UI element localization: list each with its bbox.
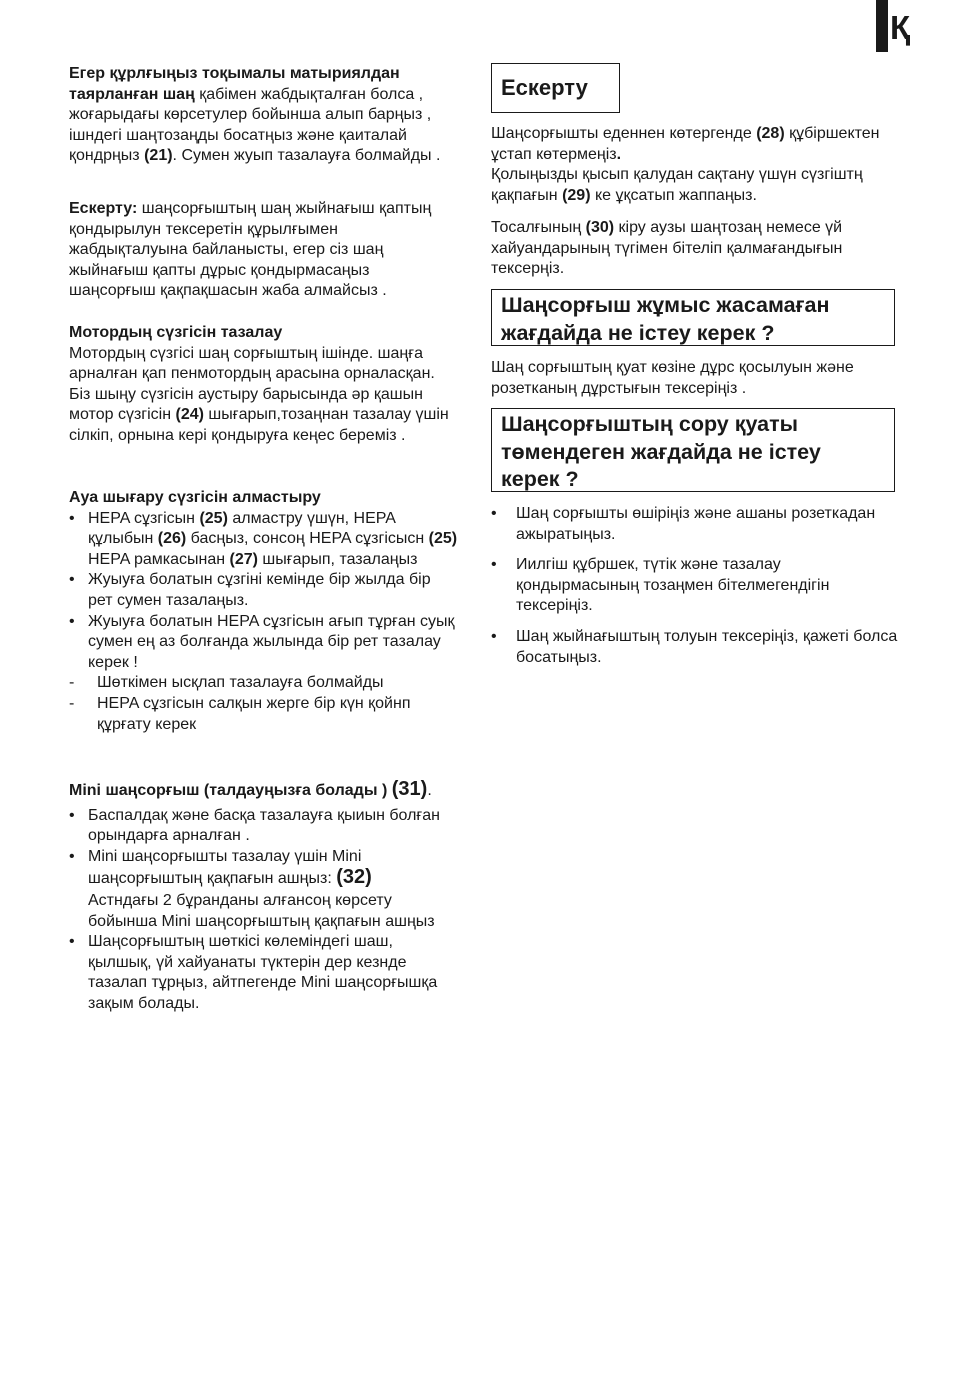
intro-ref-21: (21) [144, 147, 173, 165]
intro-text-2: . Сумен жуып тазалауға болмайды . [172, 147, 441, 165]
motor-filter-heading: Мотордың сүзгісін тазалау [69, 324, 283, 341]
mini-item2-text: Mini шаңсорғышты тазалау үшін Mini шаңсорғыштың қақпағын ашңыз: [88, 847, 362, 888]
right-ref-28: (28) [756, 125, 785, 142]
list-item: • Баспалдақ және басқа тазалауға қыиын болған орындарға арналған . [69, 806, 459, 847]
low-suction-heading-box: Шаңсорғыштың сору қуаты төмендеген жағдайда не істеу керек ? [491, 408, 895, 492]
list-item [69, 509, 459, 571]
mini-heading [69, 779, 459, 802]
motor-filter-text-2: шығарып,тозаңнан тазалау үшін сілкіп, орнына кері қондыруға кеңес береміз . [69, 406, 449, 444]
exhaust-ref-25: (25) [199, 509, 228, 527]
mini-ref-32: (32) [336, 866, 372, 889]
right-p1-text-2: құбіршектен ұстап көтермеңіз [491, 125, 880, 163]
low-suction-list [491, 504, 901, 668]
exhaust-item1-text-3: басңыз, сонсоң HEPA сұзгісысн [186, 530, 429, 548]
note-paragraph [69, 199, 459, 302]
intro-bold-lead: Егер құрлғыңыз тоқымалы матыриялдан таярланған шаң [69, 65, 400, 103]
exhaust-ref-26: (26) [157, 530, 187, 548]
exhaust-filter-heading: Ауа шығару сүзгісін алмастыру [69, 489, 321, 506]
right-ref-30: (30) [585, 219, 615, 236]
list-item: • Шаң жыйнағыштың толуын тексеріңіз, қажеті болса босатыңыз. [491, 627, 901, 668]
motor-filter-text [69, 344, 459, 447]
motor-filter-text-1: Мотордың сүзгісі шаң сорғыштың ішінде. шаңға арналған қап пенмотордың арасына орналасқан. Біз шыңу сүзгісін аустыру барысында әр қашын мотор сүзгісін [69, 344, 435, 424]
mini-heading-text: Mini шаңсорғыш (талдауңызға болады ) [69, 782, 388, 799]
intro-paragraph [69, 64, 459, 167]
low-suction-list-block [491, 504, 901, 678]
exhaust-item1-text-4: HEPA рамкасынан [88, 550, 230, 568]
right-p1-text-1: Шаңсорғышты еденнен көтергенде [491, 125, 757, 142]
right-p1-dot: . [616, 145, 622, 163]
exhaust-item3-text: Жуыуға болатын HEPA сұзгісын ағып тұрған суық сумен ең аз болғанда жылында бір рет тазалау керек ! [88, 612, 455, 671]
list-item [69, 612, 459, 736]
mini-item2-extra: Астндағы 2 бұранданы алғансоң көрсету бойынша Mini шаңсорғыштың қақпағын ашңыз [88, 891, 435, 930]
motor-filter-section [69, 323, 459, 447]
right-paragraph-1 [491, 124, 901, 206]
mini-section [69, 779, 459, 1015]
mini-ref-31: (31) [391, 778, 428, 800]
list-item: • Шаңсорғыштың шөткісі көлеміндегі шаш, қылшық, үй хайуанаты түктерін дер кезнде тазалап тұрңыз, айтпегенде Mini шаңсорғышқа зақым болады. [69, 932, 459, 1014]
right-p1-text-4: ке ұқсатып жаппаңыз. [590, 186, 757, 204]
right-paragraph-3 [491, 358, 901, 399]
not-working-heading-box: Шаңсорғыш жұмыс жасамаған жағдайда не істеу керек ? [491, 289, 895, 346]
right-p2-text-2: кіру аузы шаңтозаң немесе үй хайуандарының түгімен бітеліп қалмағандығын тексерңіз. [491, 219, 843, 278]
note-label: Ескерту: [69, 200, 138, 217]
right-p2-text-1: Тосалғының [491, 219, 586, 236]
list-item [69, 847, 459, 932]
right-p3-text: Шаң сорғыштың қуат көзіне дұрс қосылуын және розетканың дұрстығын тексеріңіз . [491, 359, 854, 397]
language-tab-bar [876, 0, 888, 52]
motor-filter-ref-24: (24) [175, 406, 204, 424]
right-p1-text-3: Қолыңызды қысып қалудан сақтану үшүн сүзгіштң қақпағын [491, 166, 863, 204]
language-tab-letter: Қ [890, 9, 911, 46]
list-item: • Жуыуға болатын сұзгіні кемінде бір жылда бір рет сумен тазалаңыз. [69, 570, 459, 611]
note-text: шаңсорғыштың шаң жыйнағыш қаптың қондырылун тексеретін құрылғымен жабдықталуына байланысты, егер сіз шаң жыйнағыш қапты дұрыс қондырмасаңыз шаңсорғыш қақпақшасын жаба алмайсыз . [69, 200, 432, 300]
language-tab [876, 0, 954, 52]
note-box: Ескерту [491, 63, 620, 113]
exhaust-dash-list [69, 673, 459, 735]
exhaust-item1-text-2: алмастру үшүн, HEPA құлыбын [88, 509, 396, 548]
exhaust-ref-27: (27) [229, 550, 258, 568]
list-item: • Шаң сорғышты өшіріңіз және ашаны розеткадан ажыратыңыз. [491, 504, 901, 545]
exhaust-filter-section [69, 488, 459, 735]
exhaust-item1-text-1: HEPA сұзгісын [88, 509, 200, 527]
intro-text-1: қабімен жабдықталған болса , жоғарыдағы көрсетулер бойынша алып барңыз , ішндегі шаңтозаңды босатңыз және қаиталай қондрңыз [69, 85, 432, 165]
list-item: • Иилгіш құбршек, түтік және тазалау қондырмасының тозаңмен бітелмегендігін тексеріңіз. [491, 555, 901, 617]
right-ref-29: (29) [562, 186, 591, 204]
exhaust-item1-text-5: шығарып, тазалаңыз [257, 550, 418, 568]
dash-item: - HEPA сұзгісын салқын жерге бір күн қойнп құрғату керек [69, 694, 459, 735]
exhaust-filter-list [69, 509, 459, 736]
mini-heading-tail: . [427, 782, 432, 799]
exhaust-ref-25b: (25) [428, 530, 458, 548]
dash-item: - Шөткімен ысқлап тазалауға болмайды [69, 673, 459, 694]
mini-list [69, 806, 459, 1015]
right-paragraph-2 [491, 218, 901, 280]
